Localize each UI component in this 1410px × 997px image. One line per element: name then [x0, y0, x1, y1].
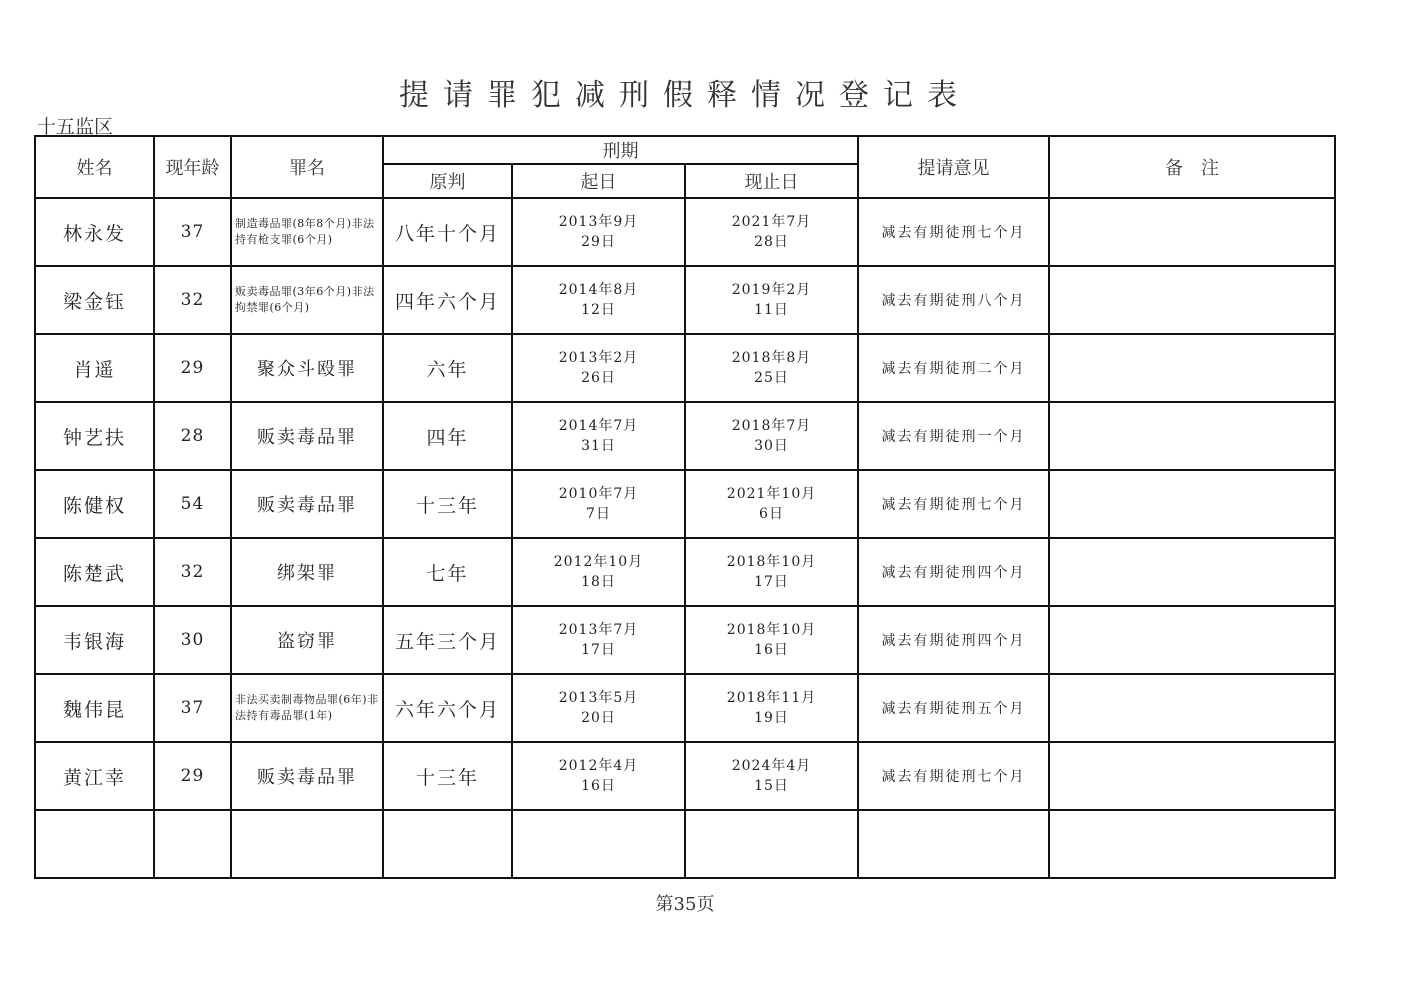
cell-start-date-year-month: 2013年7月 — [558, 622, 639, 638]
cell-end-date — [685, 810, 858, 878]
cell-age: 30 — [154, 606, 231, 674]
cell-end-date-year-month: 2021年10月 — [726, 486, 817, 502]
cell-name: 肖遥 — [35, 334, 154, 402]
cell-remarks — [1049, 198, 1335, 266]
cell-start-date-year-month: 2014年8月 — [558, 282, 639, 298]
cell-end-date — [685, 198, 858, 266]
cell-original-sentence: 四年 — [383, 402, 512, 470]
cell-remarks — [1049, 402, 1335, 470]
cell-original-sentence: 八年十个月 — [383, 198, 512, 266]
table-row — [35, 674, 1335, 742]
cell-remarks — [1049, 266, 1335, 334]
cell-end-date-year-month: 2019年2月 — [731, 282, 812, 298]
page-number: 第35页 — [655, 894, 715, 915]
cell-start-date-year-month: 2010年7月 — [558, 486, 639, 502]
table-row — [35, 810, 1335, 878]
cell-end-date-year-month: 2018年7月 — [731, 418, 812, 434]
cell-remarks — [1049, 810, 1335, 878]
cell-crime: 制造毒品罪(8年8个月)非法持有枪支罪(6个月) — [231, 198, 383, 266]
cell-crime — [231, 810, 383, 878]
cell-crime: 贩卖毒品罪(3年6个月)非法拘禁罪(6个月) — [231, 266, 383, 334]
cell-start-date-day: 12日 — [581, 302, 616, 318]
header-crime: 罪名 — [231, 136, 383, 198]
cell-age: 32 — [154, 266, 231, 334]
table-row — [35, 742, 1335, 810]
cell-start-date-year-month: 2012年4月 — [558, 758, 639, 774]
cell-opinion — [858, 810, 1049, 878]
cell-crime: 贩卖毒品罪 — [231, 742, 383, 810]
cell-start-date — [512, 742, 685, 810]
cell-start-date-year-month: 2012年10月 — [553, 554, 644, 570]
cell-end-date — [685, 742, 858, 810]
cell-name: 陈楚武 — [35, 538, 154, 606]
cell-end-date — [685, 402, 858, 470]
cell-start-date-day: 16日 — [581, 778, 616, 794]
registration-table — [34, 135, 1336, 879]
header-end-date: 现止日 — [685, 164, 858, 198]
cell-start-date-day: 26日 — [581, 370, 616, 386]
cell-remarks — [1049, 606, 1335, 674]
cell-end-date — [685, 674, 858, 742]
cell-name: 魏伟昆 — [35, 674, 154, 742]
prison-unit-label: 十五监区 — [37, 116, 114, 138]
cell-age: 32 — [154, 538, 231, 606]
cell-original-sentence: 四年六个月 — [383, 266, 512, 334]
cell-end-date — [685, 470, 858, 538]
cell-name: 黄江幸 — [35, 742, 154, 810]
cell-end-date — [685, 334, 858, 402]
cell-start-date-year-month: 2013年2月 — [558, 350, 639, 366]
table-body — [35, 198, 1335, 878]
cell-original-sentence: 七年 — [383, 538, 512, 606]
cell-start-date — [512, 674, 685, 742]
cell-end-date-year-month: 2018年11月 — [726, 690, 817, 706]
cell-original-sentence: 六年六个月 — [383, 674, 512, 742]
document-title: 提请罪犯减刑假释情况登记表 — [399, 78, 971, 113]
header-name: 姓名 — [35, 136, 154, 198]
cell-remarks — [1049, 334, 1335, 402]
cell-crime: 绑架罪 — [231, 538, 383, 606]
cell-opinion: 减去有期徒刑四个月 — [858, 538, 1049, 606]
cell-age: 29 — [154, 334, 231, 402]
cell-start-date-day: 17日 — [581, 642, 616, 658]
cell-start-date-day: 20日 — [581, 710, 616, 726]
table-row — [35, 538, 1335, 606]
cell-start-date-year-month: 2013年9月 — [558, 214, 639, 230]
cell-start-date — [512, 198, 685, 266]
cell-start-date-year-month: 2013年5月 — [558, 690, 639, 706]
cell-name: 韦银海 — [35, 606, 154, 674]
cell-end-date-day: 28日 — [754, 234, 789, 250]
cell-opinion: 减去有期徒刑七个月 — [858, 198, 1049, 266]
cell-original-sentence: 五年三个月 — [383, 606, 512, 674]
cell-start-date-day: 18日 — [581, 574, 616, 590]
cell-end-date-day: 17日 — [754, 574, 789, 590]
table-row — [35, 266, 1335, 334]
cell-start-date — [512, 334, 685, 402]
cell-age: 54 — [154, 470, 231, 538]
cell-start-date-year-month: 2014年7月 — [558, 418, 639, 434]
cell-start-date — [512, 606, 685, 674]
cell-start-date-day: 29日 — [581, 234, 616, 250]
cell-original-sentence — [383, 810, 512, 878]
cell-end-date-day: 11日 — [754, 302, 789, 318]
cell-opinion: 减去有期徒刑二个月 — [858, 334, 1049, 402]
cell-name: 梁金钰 — [35, 266, 154, 334]
cell-end-date — [685, 538, 858, 606]
cell-remarks — [1049, 674, 1335, 742]
cell-opinion: 减去有期徒刑五个月 — [858, 674, 1049, 742]
header-start-date: 起日 — [512, 164, 685, 198]
cell-end-date — [685, 266, 858, 334]
cell-age: 28 — [154, 402, 231, 470]
cell-end-date-day: 30日 — [754, 438, 789, 454]
cell-remarks — [1049, 538, 1335, 606]
cell-original-sentence: 十三年 — [383, 742, 512, 810]
header-term-group: 刑期 — [383, 136, 858, 164]
cell-crime: 贩卖毒品罪 — [231, 402, 383, 470]
cell-end-date-year-month: 2024年4月 — [731, 758, 812, 774]
cell-end-date-year-month: 2018年8月 — [731, 350, 812, 366]
cell-end-date-year-month: 2021年7月 — [731, 214, 812, 230]
cell-end-date-year-month: 2018年10月 — [726, 622, 817, 638]
cell-end-date-day: 25日 — [754, 370, 789, 386]
cell-age: 29 — [154, 742, 231, 810]
cell-opinion: 减去有期徒刑七个月 — [858, 742, 1049, 810]
cell-end-date-day: 19日 — [754, 710, 789, 726]
cell-name — [35, 810, 154, 878]
header-opinion: 提请意见 — [858, 136, 1049, 198]
cell-start-date — [512, 266, 685, 334]
cell-age — [154, 810, 231, 878]
header-original-sentence: 原判 — [383, 164, 512, 198]
cell-start-date — [512, 402, 685, 470]
cell-start-date — [512, 538, 685, 606]
table-row — [35, 198, 1335, 266]
cell-opinion: 减去有期徒刑七个月 — [858, 470, 1049, 538]
cell-end-date-year-month: 2018年10月 — [726, 554, 817, 570]
cell-end-date-day: 16日 — [754, 642, 789, 658]
cell-name: 林永发 — [35, 198, 154, 266]
cell-end-date-day: 15日 — [754, 778, 789, 794]
header-remarks: 备 注 — [1049, 136, 1335, 198]
cell-remarks — [1049, 470, 1335, 538]
table-row — [35, 334, 1335, 402]
cell-end-date-day: 6日 — [759, 506, 784, 522]
cell-original-sentence: 六年 — [383, 334, 512, 402]
cell-start-date — [512, 470, 685, 538]
header-age: 现年龄 — [154, 136, 231, 198]
cell-name: 钟艺扶 — [35, 402, 154, 470]
cell-crime: 聚众斗殴罪 — [231, 334, 383, 402]
cell-crime: 非法买卖制毒物品罪(6年)非法持有毒品罪(1年) — [231, 674, 383, 742]
cell-crime: 贩卖毒品罪 — [231, 470, 383, 538]
cell-opinion: 减去有期徒刑四个月 — [858, 606, 1049, 674]
cell-opinion: 减去有期徒刑八个月 — [858, 266, 1049, 334]
table-row — [35, 470, 1335, 538]
cell-age: 37 — [154, 674, 231, 742]
table-row — [35, 402, 1335, 470]
cell-opinion: 减去有期徒刑一个月 — [858, 402, 1049, 470]
cell-name: 陈健权 — [35, 470, 154, 538]
cell-original-sentence: 十三年 — [383, 470, 512, 538]
cell-start-date-day: 7日 — [586, 506, 611, 522]
cell-age: 37 — [154, 198, 231, 266]
cell-end-date — [685, 606, 858, 674]
cell-start-date — [512, 810, 685, 878]
cell-crime: 盗窃罪 — [231, 606, 383, 674]
table-row — [35, 606, 1335, 674]
cell-start-date-day: 31日 — [581, 438, 616, 454]
cell-remarks — [1049, 742, 1335, 810]
